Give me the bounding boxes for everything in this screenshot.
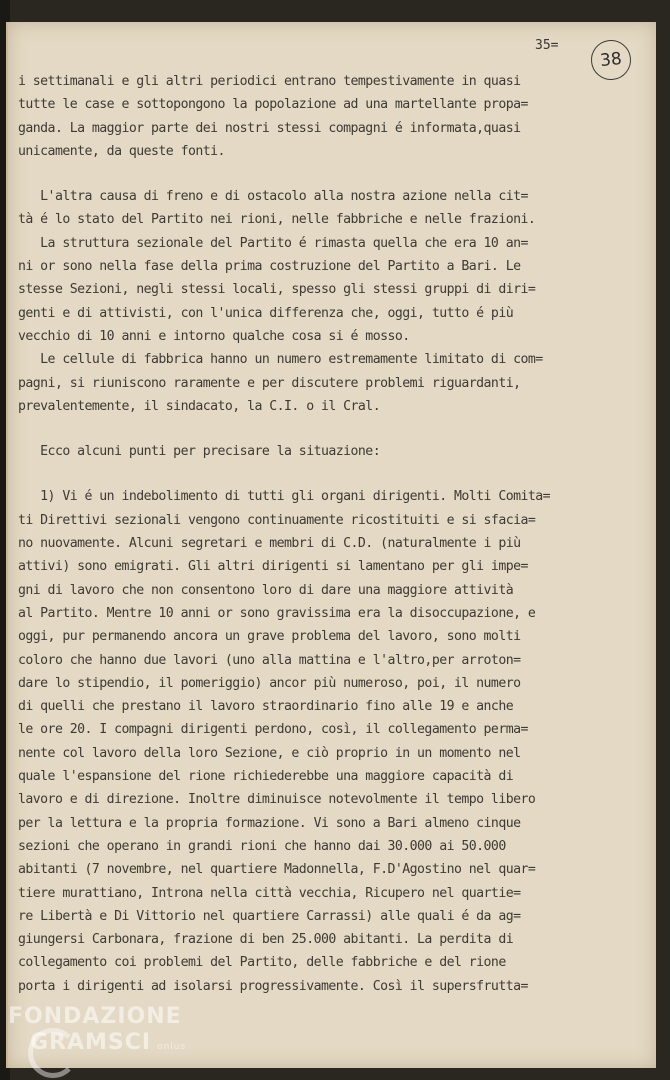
paragraph-gap <box>18 463 648 485</box>
text-line: per la lettura e la propria formazione. Vi sono a Bari almeno cinque <box>18 815 521 831</box>
text-line: ni or sono nella fase della prima costruzione del Partito a Bari. Le <box>18 259 521 275</box>
text-line: i settimanali e gli altri periodici entrano tempestivamente in quasi <box>18 74 521 89</box>
fondazione-gramsci-watermark <box>8 1006 186 1054</box>
watermark-g-logo-icon <box>28 1028 78 1078</box>
text-line: attivi) sono emigrati. Gli altri dirigenti si lamentano per gli impe= <box>18 559 528 575</box>
text-line: stesse Sezioni, negli stessi locali, spesso gli stessi gruppi di diri= <box>18 282 536 298</box>
page-number: 35= <box>535 38 559 53</box>
text-line: no nuovamente. Alcuni segretari e membri di C.D. (naturalmente i più <box>18 536 521 552</box>
text-line: unicamente, da queste fonti. <box>18 143 225 159</box>
text-line: re Libertà e Di Vittorio nel quartiere Carrassi) alle quali é da ag= <box>18 908 521 924</box>
paragraph-gap <box>18 418 648 440</box>
text-line: pagni, si riuniscono raramente e per discutere problemi riguardanti, <box>18 375 521 391</box>
text-line: tiere murattiano, Introna nella città vecchia, Ricupero nel quartie= <box>18 885 521 901</box>
text-line: oggi, pur permanendo ancora un grave problema del lavoro, sono molti <box>18 629 521 645</box>
text-line: tutte le case e sottopongono la popolazione ad una martellante propa= <box>18 97 528 113</box>
text-line: vecchio di 10 anni e intorno qualche cosa si é mosso. <box>18 328 410 344</box>
watermark-sub: onlus <box>157 1042 187 1052</box>
text-line: sezioni che operano in grandi rioni che hanno dai 30.000 ai 50.000 <box>18 838 506 854</box>
watermark-line1: FONDAZIONE <box>8 1004 182 1029</box>
text-line: ganda. La maggior parte dei nostri stessi compagni é informata,quasi <box>18 120 521 136</box>
text-line: collegamento coi problemi del Partito, delle fabbriche e del rione <box>18 955 506 971</box>
text-line: le ore 20. I compagni dirigenti perdono, così, il collegamento perma= <box>18 722 528 738</box>
text-line: al Partito. Mentre 10 anni or sono gravissima era la disoccupazione, e <box>18 605 536 621</box>
text-line: abitanti (7 novembre, nel quartiere Madonnella, F.D'Agostino nel quar= <box>18 862 536 878</box>
text-line: quale l'espansione del rione richiederebbe una maggiore capacità di <box>18 769 514 785</box>
text-line: Le cellule di fabbrica hanno un numero estremamente limitato di com= <box>18 352 543 368</box>
text-line: giungersi Carbonara, frazione di ben 25.000 abitanti. La perdita di <box>18 932 514 948</box>
document-body <box>18 70 648 998</box>
watermark-line2: GRAMSCI <box>30 1030 152 1055</box>
text-line: genti e di attivisti, con l'unica differenza che, oggi, tutto é più <box>18 305 514 321</box>
text-line: prevalentemente, il sindacato, la C.I. o il Cral. <box>18 398 381 414</box>
text-line: di quelli che prestano il lavoro straordinario fino alle 19 e anche <box>18 699 514 715</box>
text-line: tà é lo stato del Partito nei rioni, nelle fabbriche e nelle frazioni. <box>18 212 536 228</box>
text-line: La struttura sezionale del Partito é rimasta quella che era 10 an= <box>18 235 528 251</box>
paragraph-gap <box>18 163 648 185</box>
text-line: gni di lavoro che non consentono loro di dare una maggiore attività <box>18 582 514 598</box>
text-line: porta i dirigenti ad isolarsi progressivamente. Così il supersfrutta= <box>18 978 528 994</box>
text-line: dare lo stipendio, il pomeriggio) ancor più numeroso, poi, il numero <box>18 675 521 691</box>
text-line: lavoro e di direzione. Inoltre diminuisce notevolmente il tempo libero <box>18 792 536 808</box>
text-line: coloro che hanno due lavori (uno alla mattina e l'altro,per arroton= <box>18 652 521 668</box>
text-line: ti Direttivi sezionali vengono continuamente ricostituiti e si sfacia= <box>18 512 536 528</box>
text-line: 1) Vi é un indebolimento di tutti gli organi dirigenti. Molti Comita= <box>18 489 551 505</box>
text-line: L'altra causa di freno e di ostacolo alla nostra azione nella cit= <box>18 189 528 205</box>
archive-number: 38 <box>599 48 623 72</box>
text-line: Ecco alcuni punti per precisare la situazione: <box>18 444 381 460</box>
text-line: nente col lavoro della loro Sezione, e ciò proprio in un momento nel <box>18 745 521 761</box>
